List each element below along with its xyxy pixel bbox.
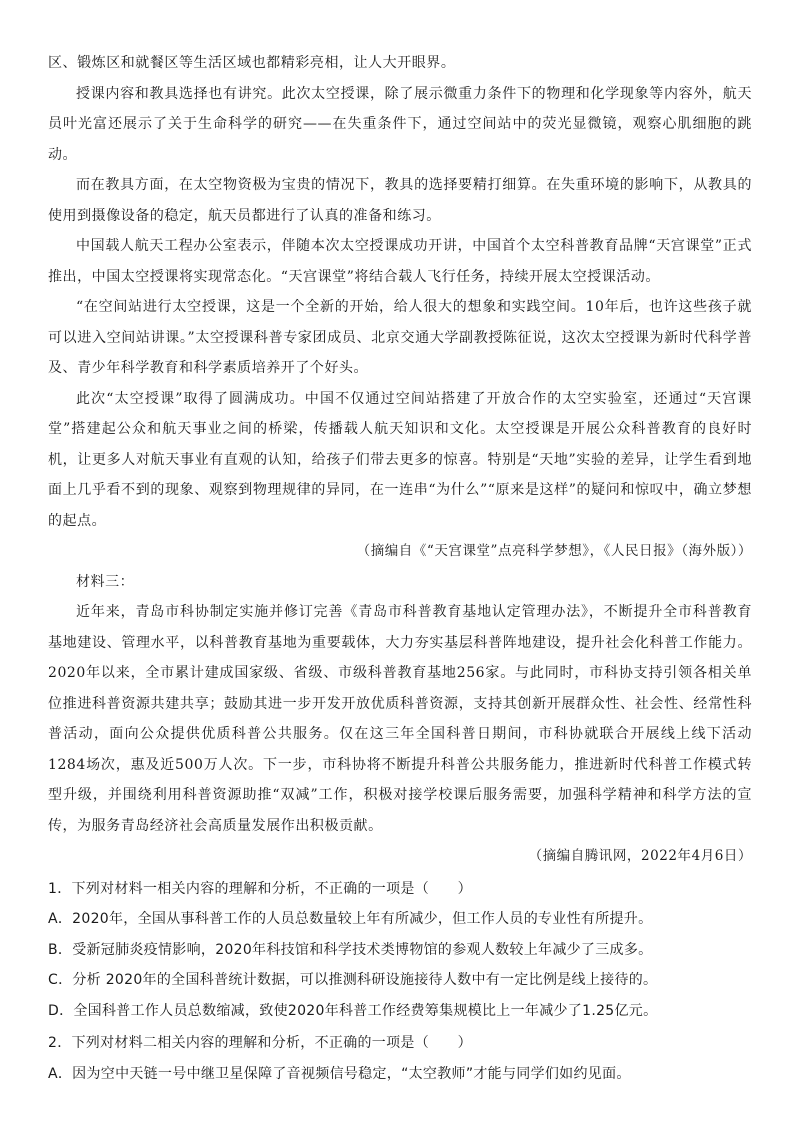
- material3-source: （摘编自腾讯网，2022年4月6日）: [528, 848, 752, 864]
- question-2: [48, 1028, 752, 1089]
- material2-paragraph-1: 授课内容和教具选择也有讲究。此次太空授课，除了展示微重力条件下的物理和化学现象等内容外，航天员叶光富还展示了关于生命科学的研究——在失重条件下，通过空间站中的荧光显微镜，观察心肌细胞的跳动。: [48, 85, 752, 163]
- question-1-option-a[interactable]: A．2020年，全国从事科普工作的人员总数量较上年有所减少，但工作人员的专业性有所提升。: [48, 911, 653, 927]
- question-1-option-c[interactable]: C．分析 2020年的全国科普统计数据，可以推测科研设施接待人数中有一定比例是线上接待的。: [48, 972, 658, 988]
- material2-paragraph-5: 此次“太空授课”取得了圆满成功。中国不仅通过空间站搭建了开放合作的太空实验室，还通过“天宫课堂”搭建起公众和航天事业之间的桥梁，传播载人航天知识和文化。太空授课是开展公众科普教育的良好时机，让更多人对航天事业有直观的认知，给孩子们带去更多的惊喜。特别是“天地”实验的差异，让学生看到地面上几乎看不到的现象、观察到物理规律的异同，在一连串“为什么”“原来是这样”的疑问和惊叹中，确立梦想的起点。: [48, 390, 752, 529]
- material2-source: （摘编自《“天宫课堂”点亮科学梦想》，《人民日报》（海外版））: [356, 543, 752, 559]
- question-2-option-a[interactable]: A．因为空中天链一号中继卫星保障了音视频信号稳定，“太空教师”才能与同学们如约见面。: [48, 1065, 631, 1082]
- exam-page: [48, 48, 752, 1089]
- material2-paragraph-3: 中国载人航天工程办公室表示，伴随本次太空授课成功开讲，中国首个太空科普教育品牌“天宫课堂”正式推出，中国太空授课将实现常态化。“天宫课堂”将结合载人飞行任务，持续开展太空授课活动。: [48, 238, 752, 285]
- question-2-title: 2．下列对材料二相关内容的理解和分析，不正确的一项是（ ）: [48, 1035, 472, 1051]
- material3-paragraph-1: 近年来，青岛市科协制定实施并修订完善《青岛市科普教育基地认定管理办法》，不断提升全市科普教育基地建设、管理水平，以科普教育基地为重要载体，大力夯实基层科普阵地建设，提升社会化科普工作能力。2020年以来，全市累计建成国家级、省级、市级科普教育基地256家。与此同时，市科协支持引领各相关单位推进科普资源共建共享；鼓励其进一步开发开放优质科普资源，支持其创新开展群众性、社会性、经常性科普活动，面向公众提供优质科普公共服务。仅在这三年全国科普日期间，市科协就联合开展线上线下活动1284场次，惠及近500万人次。下一步，市科协将不断提升科普公共服务能力，推进新时代科普工作模式转型升级，并围绕利用科普资源助推“双减”工作，积极对接学校课后服务需要，加强科学精神和科学方法的宣传，为服务青岛经济社会高质量发展作出积极贡献。: [48, 604, 752, 834]
- material2-paragraph-2: 而在教具方面，在太空物资极为宝贵的情况下，教具的选择要精打细算。在失重环境的影响下，从教具的使用到摄像设备的稳定，航天员都进行了认真的准备和练习。: [48, 177, 752, 224]
- question-1-option-b[interactable]: B．受新冠肺炎疫情影响，2020年科技馆和科学技术类博物馆的参观人数较上年减少了三成多。: [48, 941, 653, 958]
- question-1-option-d[interactable]: D．全国科普工作人员总数缩减，致使2020年科普工作经费筹集规模比上一年减少了1.25亿元。: [48, 1002, 658, 1019]
- material2-paragraph-4: “在空间站进行太空授课，这是一个全新的开始，给人很大的想象和实践空间。10年后，也许这些孩子就可以进入空间站讲课。”太空授课科普专家团成员、北京交通大学副教授陈征说，这次太空授课为新时代科学普及、青少年科学教育和科学素质培养开了个好头。: [48, 299, 752, 376]
- material2-paragraph-0: 区、锻炼区和就餐区等生活区域也都精彩亮相，让人大开眼界。: [48, 55, 456, 71]
- material3-label: 材料三：: [76, 573, 135, 590]
- question-1-title: 1．下列对材料一相关内容的理解和分析，不正确的一项是（ ）: [48, 880, 472, 897]
- question-1: [48, 874, 752, 1027]
